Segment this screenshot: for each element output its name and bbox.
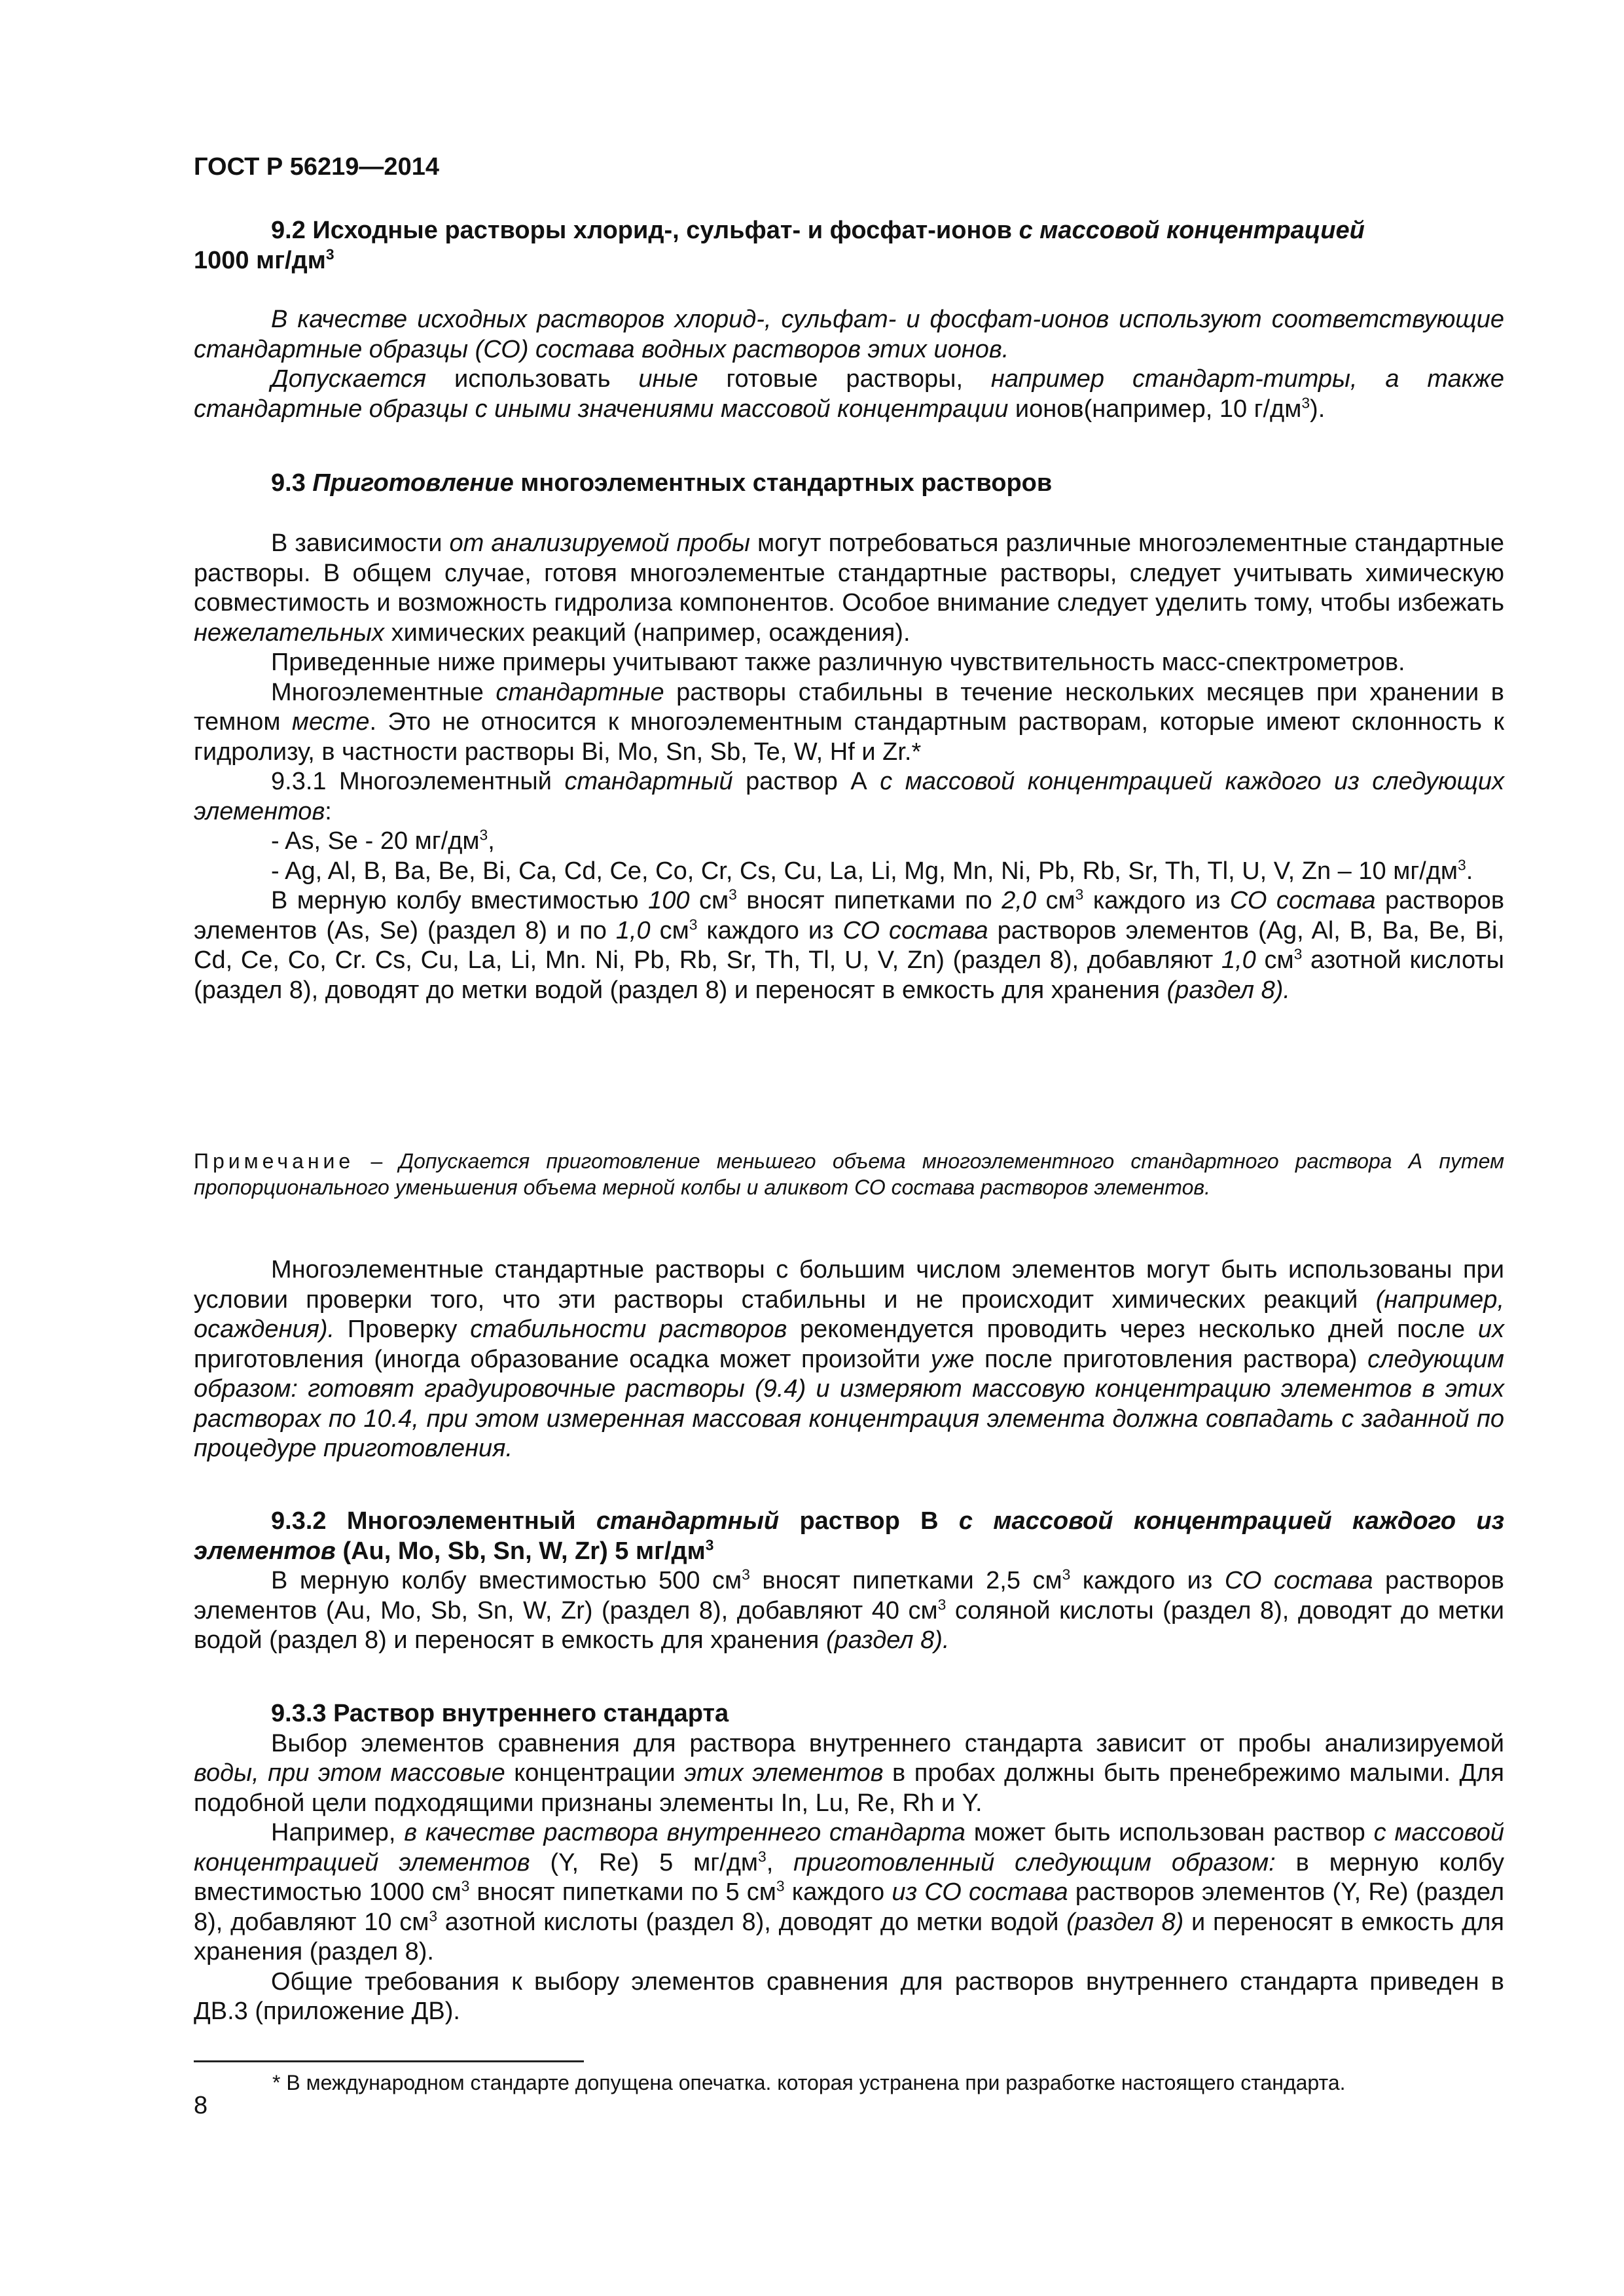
list-item: - As, Se - 20 $мг/дм^3$,	[271, 826, 495, 855]
footnote: * В международном стандарте допущена опечатка. которая устранена при разработке настоящего стандарта.	[272, 2071, 1346, 2094]
note: Примечание – Допускается приготовление меньшего объема многоэлементного стандартного раствора А путем пропорционального уменьшения объема мерной колбы и аликвот СО состава растворов элементов.	[194, 1149, 1504, 1199]
section-9-3-3	[194, 1699, 1504, 2027]
note-block	[194, 1148, 1504, 1200]
paragraph: Допускается использовать иные готовые растворы, например стандарт-титры, а также стандартные образцы с иными значениями массовой концентрации ионов(например, 10 $г/дм^3$).	[194, 365, 1504, 423]
document-header: ГОСТ Р 56219—2014	[194, 153, 439, 181]
paragraph: Многоэлементные стандартные растворы стабильны в течение нескольких месяцев при хранении в темном месте. Это не относится к многоэлементным стандартным растворам, которые имеют склонность к гидролизу, в частности растворы Bi, Mo, Sn, Sb, Te, W, Hf и Zr.*	[194, 678, 1504, 766]
section-9-3-title: 9.3 Приготовление многоэлементных стандартных растворов	[271, 469, 1053, 497]
paragraph: В мерную колбу вместимостью 500 $см^3$ вносят пипетками 2,5 $см^3$ каждого из СО состава растворов элементов (Au, Mo, Sb, Sn, W, Zr) (раздел 8), добавляют 40 $см^3$ соляной кислоты (раздел 8), доводят до метки водой (раздел 8) и переносят в емкость для хранения (раздел 8).	[194, 1566, 1504, 1654]
page-number: 8	[194, 2092, 208, 2119]
paragraph: Приведенные ниже примеры учитывают также различную чувствительность масс-спектрометров.	[271, 649, 1405, 676]
paragraph: В качестве исходных растворов хлорид-, сульфат- и фосфат-ионов используют соответствующие стандартные образцы (СО) состава водных растворов этих ионов.	[194, 306, 1504, 363]
section-9-2	[194, 216, 1504, 276]
section-9-3-3-title: 9.3.3 Раствор внутреннего стандарта	[271, 1700, 729, 1727]
stability-paragraph-block	[194, 1255, 1504, 1464]
section-9-2-title: 9.2 Исходные растворы хлорид-, сульфат- и фосфат-ионов с массовой концентрацией 1000 $мг/дм^3$	[194, 217, 1365, 274]
paragraph: Многоэлементные стандартные растворы с большим числом элементов могут быть использованы при условии проверки того, что эти растворы стабильны и не происходит химических реакций (например, осаждения). Проверку стабильности растворов рекомендуется проводить через несколько дней после их приготовления (иногда образование осадка может произойти уже после приготовления раствора) следующим образом: готовят градуировочные растворы (9.4) и измеряют массовую концентрацию элементов в этих растворах по 10.4, при этом измеренная массовая концентрация элемента должна совпадать с заданной по процедуре приготовления.	[194, 1256, 1504, 1462]
paragraph: В зависимости от анализируемой пробы могут потребоваться различные многоэлементные стандартные растворы. В общем случае, готовя многоэлементые стандартные растворы, следует учитывать химическую совместимость и возможность гидролиза компонентов. Особое внимание следует уделить тому, чтобы избежать нежелательных химических реакций (например, осаждения).	[194, 529, 1504, 647]
paragraph: Например, в качестве раствора внутреннего стандарта может быть использован раствор с массовой концентрацией элементов (Y, Re) 5 $мг/дм^3$, приготовленный следующим образом: в мерную колбу вместимостью 1000 $см^3$ вносят пипетками по 5 $см^3$ каждого из СО состава растворов элементов (Y, Re) (раздел 8), добавляют 10 $см^3$ азотной кислоты (раздел 8), доводят до метки водой (раздел 8) и переносят в емкость для хранения (раздел 8).	[194, 1819, 1505, 1965]
paragraph: Общие требования к выбору элементов сравнения для растворов внутреннего стандарта приведен в ДВ.3 (приложение ДВ).	[194, 1967, 1504, 2025]
section-9-3	[194, 469, 1504, 499]
section-9-3-2	[194, 1507, 1504, 1656]
paragraph: В мерную колбу вместимостью 100 $см^3$ вносят пипетками по 2,0 $см^3$ каждого из СО состава растворов элементов (As, Se) (раздел 8) и по 1,0 $см^3$ каждого из СО состава растворов элементов (Ag, Al, B, Ba, Be, Bi, Cd, Ce, Co, Cr. Cs, Cu, La, Li, Mn. Ni, Pb, Rb, Sr, Th, Tl, U, V, Zn) (раздел 8), добавляют 1,0 $см^3$ азотной кислоты (раздел 8), доводят до метки водой (раздел 8) и переносят в емкость для хранения (раздел 8).	[194, 886, 1505, 1004]
paragraph: 9.3.1 Многоэлементный стандартный раствор А с массовой концентрацией каждого из следующих элементов:	[194, 768, 1505, 825]
paragraph: Выбор элементов сравнения для раствора внутреннего стандарта зависит от пробы анализируемой воды, при этом массовые концентрации этих элементов в пробах должны быть пренебрежимо малыми. Для подобной цели подходящими признаны элементы In, Lu, Re, Rh и Y.	[194, 1729, 1504, 1817]
footnote-divider	[194, 2060, 584, 2062]
section-9-3-2-title: 9.3.2 Многоэлементный стандартный раствор В с массовой концентрацией каждого из элементов (Au, Mo, Sb, Sn, W, Zr) 5 $мг/дм^3$	[194, 1507, 1504, 1565]
section-9-3-body	[194, 529, 1504, 1005]
note-label: Примечание	[194, 1149, 355, 1173]
list-item: - Ag, Al, B, Ba, Be, Bi, Ca, Cd, Ce, Co, Cr, Cs, Cu, La, Li, Mg, Mn, Ni, Pb, Rb, Sr, Th, Tl, U, V, Zn – 10 $мг/дм^3$.	[271, 855, 1473, 885]
section-9-2-body	[194, 305, 1504, 424]
